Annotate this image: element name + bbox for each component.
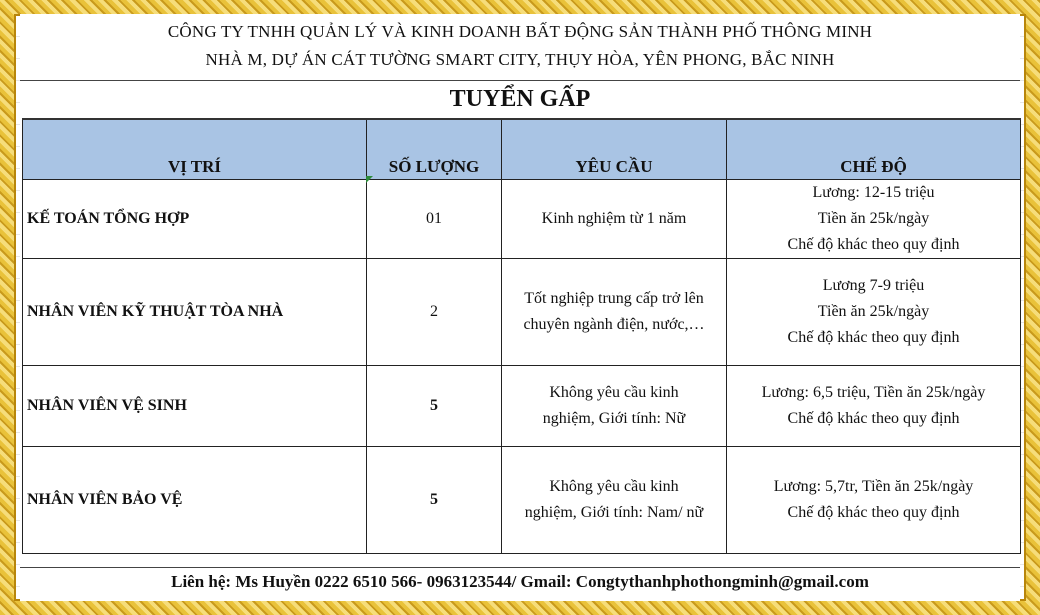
benefit-line: Lương: 12-15 triệu <box>812 184 935 201</box>
requirement-line: nghiệm, Giới tính: Nữ <box>542 410 686 427</box>
company-address: NHÀ M, DỰ ÁN CÁT TƯỜNG SMART CITY, THỤY HÒA, YÊN PHONG, BẮC NINH <box>205 50 835 69</box>
position-cell[interactable]: KẾ TOÁN TỔNG HỢP <box>23 180 367 259</box>
requirement-line: Không yêu cầu kinh <box>549 478 679 495</box>
footer-divider <box>20 567 1020 568</box>
contact-info: Liên hệ: Ms Huyền 0222 6510 566- 0963123544/ Gmail: Congtythanhphothongminh@gmail.com <box>171 572 869 591</box>
table-row <box>23 366 1021 447</box>
benefits-cell[interactable] <box>727 366 1021 447</box>
company-name: CÔNG TY TNHH QUẢN LÝ VÀ KINH DOANH BẤT ĐỘNG SẢN THÀNH PHỐ THÔNG MINH <box>167 22 873 41</box>
table-row <box>23 180 1021 259</box>
benefits-cell[interactable] <box>727 259 1021 366</box>
requirement-cell[interactable] <box>502 259 727 366</box>
quantity-cell[interactable]: 01 <box>367 180 502 259</box>
quantity-cell[interactable]: 5 <box>367 447 502 554</box>
benefit-line: Tiền ăn 25k/ngày <box>817 210 930 227</box>
benefit-line: Chế độ khác theo quy định <box>787 329 960 346</box>
col-header-quantity: SỐ LƯỢNG <box>367 119 502 180</box>
benefit-line: Lương: 5,7tr, Tiền ăn 25k/ngày <box>773 478 974 495</box>
benefit-line: Lương 7-9 triệu <box>822 277 925 294</box>
benefit-line: Lương: 6,5 triệu, Tiền ăn 25k/ngày <box>761 384 986 401</box>
benefit-line: Chế độ khác theo quy định <box>787 236 960 253</box>
requirement-cell[interactable] <box>502 366 727 447</box>
position-cell[interactable]: NHÂN VIÊN KỸ THUẬT TÒA NHÀ <box>23 259 367 366</box>
jobs-table <box>22 118 1021 554</box>
benefit-line: Chế độ khác theo quy định <box>787 504 960 521</box>
col-header-requirement: YÊU CẦU <box>502 119 727 180</box>
quantity-cell[interactable]: 5 <box>367 366 502 447</box>
table-row <box>23 447 1021 554</box>
col-header-benefits: CHẾ ĐỘ <box>727 119 1021 180</box>
requirement-cell[interactable] <box>502 180 727 259</box>
header-divider <box>20 80 1020 81</box>
recruitment-notice <box>20 14 1020 601</box>
requirement-line: Tốt nghiệp trung cấp trở lên <box>524 290 704 307</box>
requirement-line: chuyên ngành điện, nước,… <box>523 316 705 333</box>
table-header-row <box>23 119 1021 180</box>
requirement-line: Không yêu cầu kinh <box>549 384 679 401</box>
benefits-cell[interactable] <box>727 447 1021 554</box>
benefits-cell[interactable] <box>727 180 1021 259</box>
requirement-line: Kinh nghiệm từ 1 năm <box>541 210 687 227</box>
benefit-line: Chế độ khác theo quy định <box>787 410 960 427</box>
position-cell[interactable]: NHÂN VIÊN VỆ SINH <box>23 366 367 447</box>
table-row <box>23 259 1021 366</box>
position-cell[interactable]: NHÂN VIÊN BẢO VỆ <box>23 447 367 554</box>
notice-title: TUYỂN GẤP <box>449 86 591 112</box>
col-header-position: VỊ TRÍ <box>23 119 367 180</box>
requirement-line: nghiệm, Giới tính: Nam/ nữ <box>524 504 704 521</box>
cell-comment-marker <box>366 176 373 183</box>
benefit-line: Tiền ăn 25k/ngày <box>817 303 930 320</box>
quantity-cell[interactable]: 2 <box>367 259 502 366</box>
requirement-cell[interactable] <box>502 447 727 554</box>
